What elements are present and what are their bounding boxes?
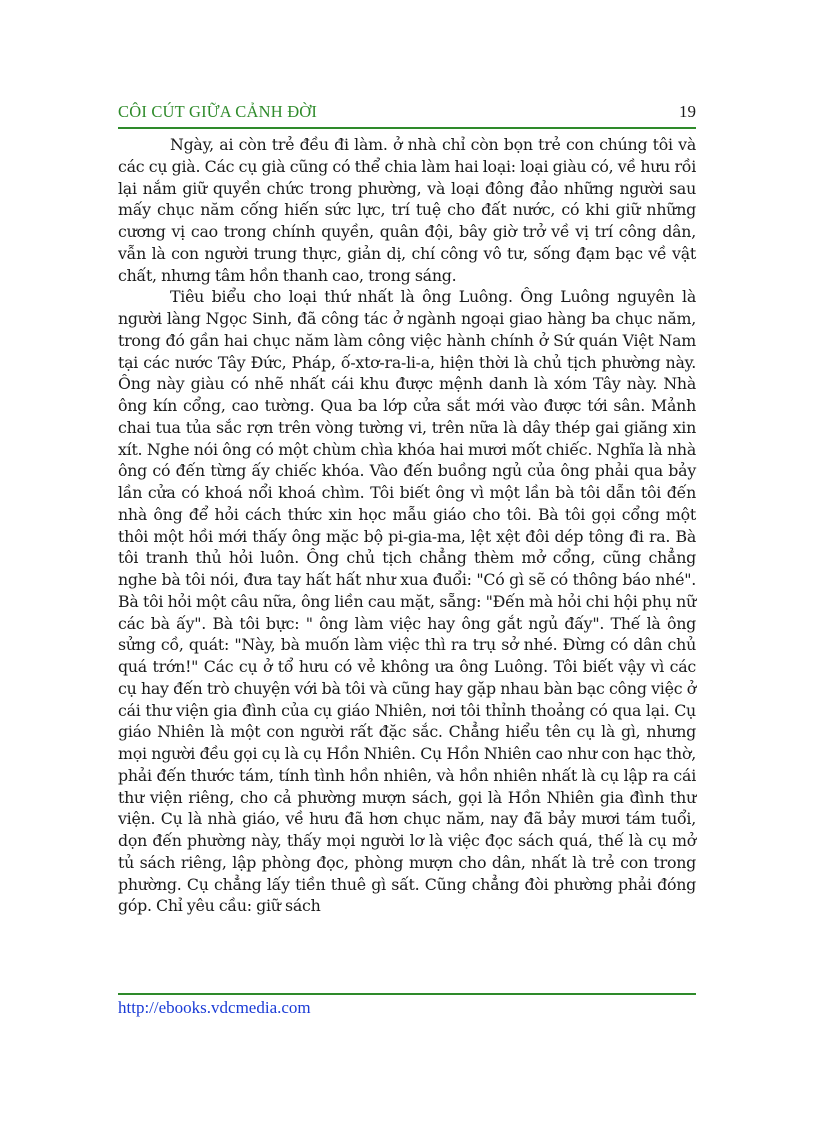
footer-url-link[interactable]: http://ebooks.vdcmedia.com <box>118 998 311 1017</box>
footer-divider <box>118 993 696 995</box>
page-number: 19 <box>679 102 696 121</box>
running-title: CÔI CÚT GIỮA CẢNH ĐỜI <box>118 102 318 121</box>
header-divider <box>118 127 696 129</box>
paragraph: Ngày, ai còn trẻ đều đi làm. ở nhà chỉ còn bọn trẻ con chúng tôi và các cụ già. Các cụ già cũng có thể chia làm hai loại: loại giàu có, về hưu rồi lại nắm giữ quyền chức trong phường, và loại đông đảo những người sau mấy chục năm cống hiến sức lực, trí tuệ cho đất nước, có khi giữ những cương vị cao trong chính quyền, quân đội, bây giờ trở về vị trí công dân, vẫn là con người trung thực, giản dị, chí công vô tư, sống đạm bạc về vật chất, nhưng tâm hồn thanh cao, trong sáng. <box>118 135 696 285</box>
paragraph: Tiêu biểu cho loại thứ nhất là ông Luông. Ông Luông nguyên là người làng Ngọc Sinh, đã công tác ở ngành ngoại giao hàng ba chục năm, trong đó gần hai chục năm làm công việc hành chính ở Sứ quán Việt Nam tại các nước Tây Đức, Pháp, ố-xtơ-ra-li-a, hiện thời là chủ tịch phường này. Ông này giàu có nhẽ nhất cái khu được mệnh danh là xóm Tây này. Nhà ông kín cổng, cao tường. Qua ba lớp cửa sắt mới vào được tới sân. Mảnh chai tua tủa sắc rợn trên vòng tường vi, trên nữa là dây thép gai giăng xin xít. Nghe nói ông có một chùm chìa khóa hai mươi mốt chiếc. Nghĩa là nhà ông có đến từng ấy chiếc khóa. Vào đến buồng ngủ của ông phải qua bảy lần cửa có khoá nổi khoá chìm. Tôi biết ông vì một lần bà tôi dẫn tôi đến nhà ông để hỏi cách thức xin học mẫu giáo cho tôi. Bà tôi gọi cổng một thôi một hồi mới thấy ông mặc bộ pi-gia-ma, lệt xệt đôi dép tông đi ra. Bà tôi tranh thủ hỏi luôn. Ông chủ tịch chẳng thèm mở cổng, cũng chẳng nghe bà tôi nói, đưa tay hất hất như xua đuổi: "Có gì sẽ có thông báo nhé". Bà tôi hỏi một câu nữa, ông liền cau mặt, sẵng: "Đến mà hỏi chi hội phụ nữ các bà ấy". Bà tôi bực: " ông làm việc hay ông gắt ngủ đấy". Thế là ông sửng cồ, quát: "Này, bà muốn làm việc thì ra trụ sở nhé. Đừng có dân chủ quá trớn!" Các cụ ở tổ hưu có vẻ không ưa ông Luông. Tôi biết vậy vì các cụ hay đến trò chuyện với bà tôi và cũng hay gặp nhau bàn bạc công việc ở cái thư viện gia đình của cụ giáo Nhiên, nơi tôi thỉnh thoảng có qua lại. Cụ giáo Nhiên là một con người rất đặc sắc. Chẳng hiểu tên cụ là gì, nhưng mọi người đều gọi cụ là cụ Hồn Nhiên. Cụ Hồn Nhiên cao như con hạc thờ, phải đến thước tám, tính tình hồn nhiên, và hồn nhiên nhất là cụ lập ra cái thư viện riêng, cho cả phường mượn sách, gọi là Hồn Nhiên gia đình thư viện. Cụ là nhà giáo, về hưu đã hơn chục năm, nay đã bảy mươi tám tuổi, dọn đến phường này, thấy mọi người lơ là việc đọc sách quá, thế là cụ mở tủ sách riêng, lập phòng đọc, phòng mượn cho dân, nhất là trẻ con trong phường. Cụ chẳng lấy tiền thuê gì sất. Cũng chẳng đòi phường phải đóng góp. Chỉ yêu cầu: giữ sách <box>118 287 696 916</box>
body-text <box>118 134 696 917</box>
page-header <box>118 100 696 124</box>
